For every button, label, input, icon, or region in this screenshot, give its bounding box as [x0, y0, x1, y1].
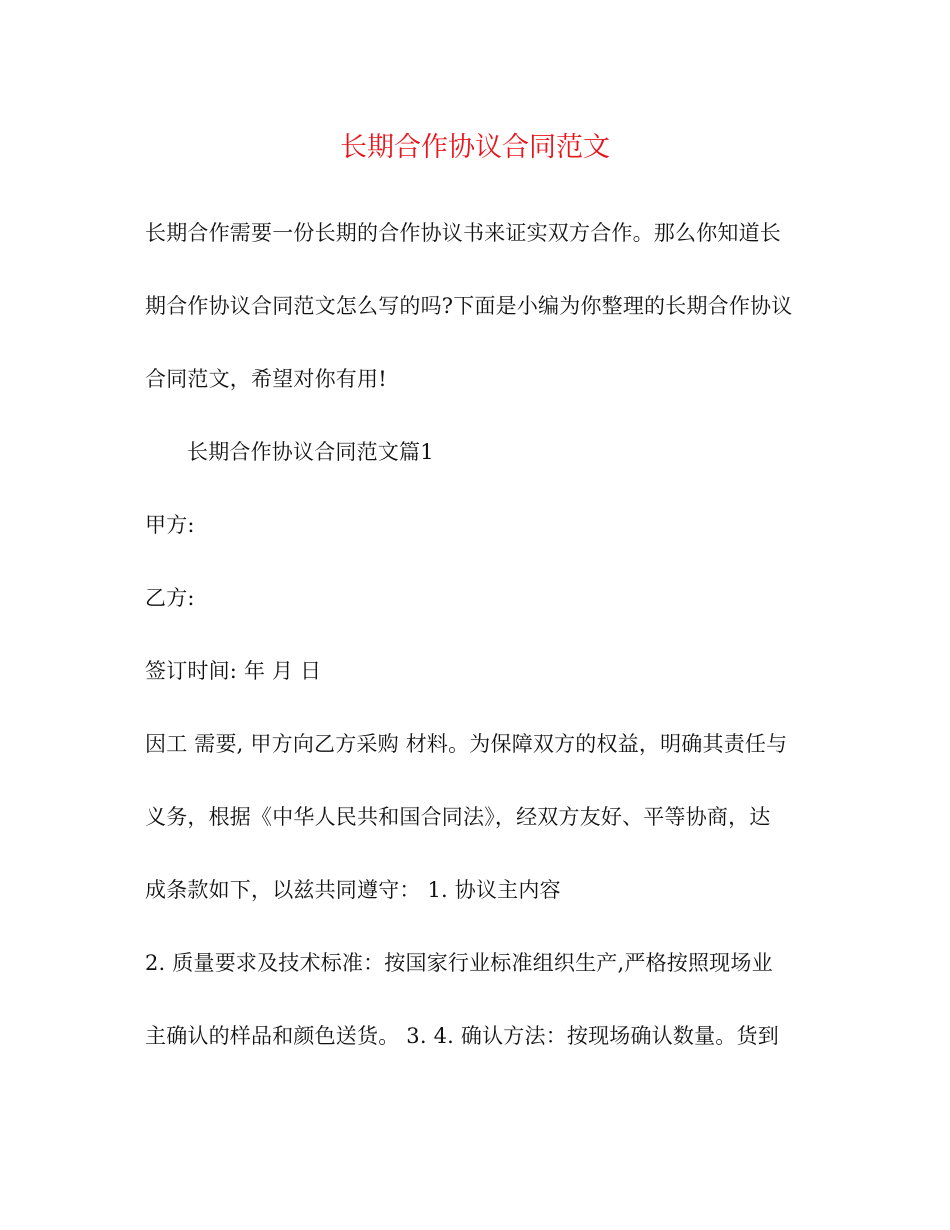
body-line-12: 主确认的样品和颜色送货。 3. 4. 确认方法：按现场确认数量。货到: [145, 1024, 779, 1048]
document-title: 长期合作协议合同范文: [340, 132, 610, 163]
body-line-2: 期合作协议合同范文怎么写的吗?下面是小编为你整理的长期合作协议: [145, 294, 793, 318]
body-line-1: 长期合作需要一份长期的合作协议书来证实双方合作。那么你知道长: [145, 221, 781, 245]
signing-date-label: 签订时间: 年 月 日: [145, 659, 322, 683]
section-heading: 长期合作协议合同范文篇1: [187, 440, 434, 464]
body-line-3: 合同范文，希望对你有用!: [145, 367, 387, 391]
body-line-9: 义务，根据《中华人民共和国合同法》，经双方友好、平等协商，达: [145, 805, 771, 829]
party-b-label: 乙方:: [145, 586, 195, 610]
body-line-8: 因工 需要, 甲方向乙方采购 材料。为保障双方的权益，明确其责任与: [145, 732, 788, 756]
body-line-10: 成条款如下，以兹共同遵守： 1. 协议主内容: [145, 878, 561, 902]
party-a-label: 甲方:: [145, 513, 195, 537]
body-line-11: 2. 质量要求及技术标准：按国家行业标准组织生产,严格按照现场业: [145, 951, 773, 975]
